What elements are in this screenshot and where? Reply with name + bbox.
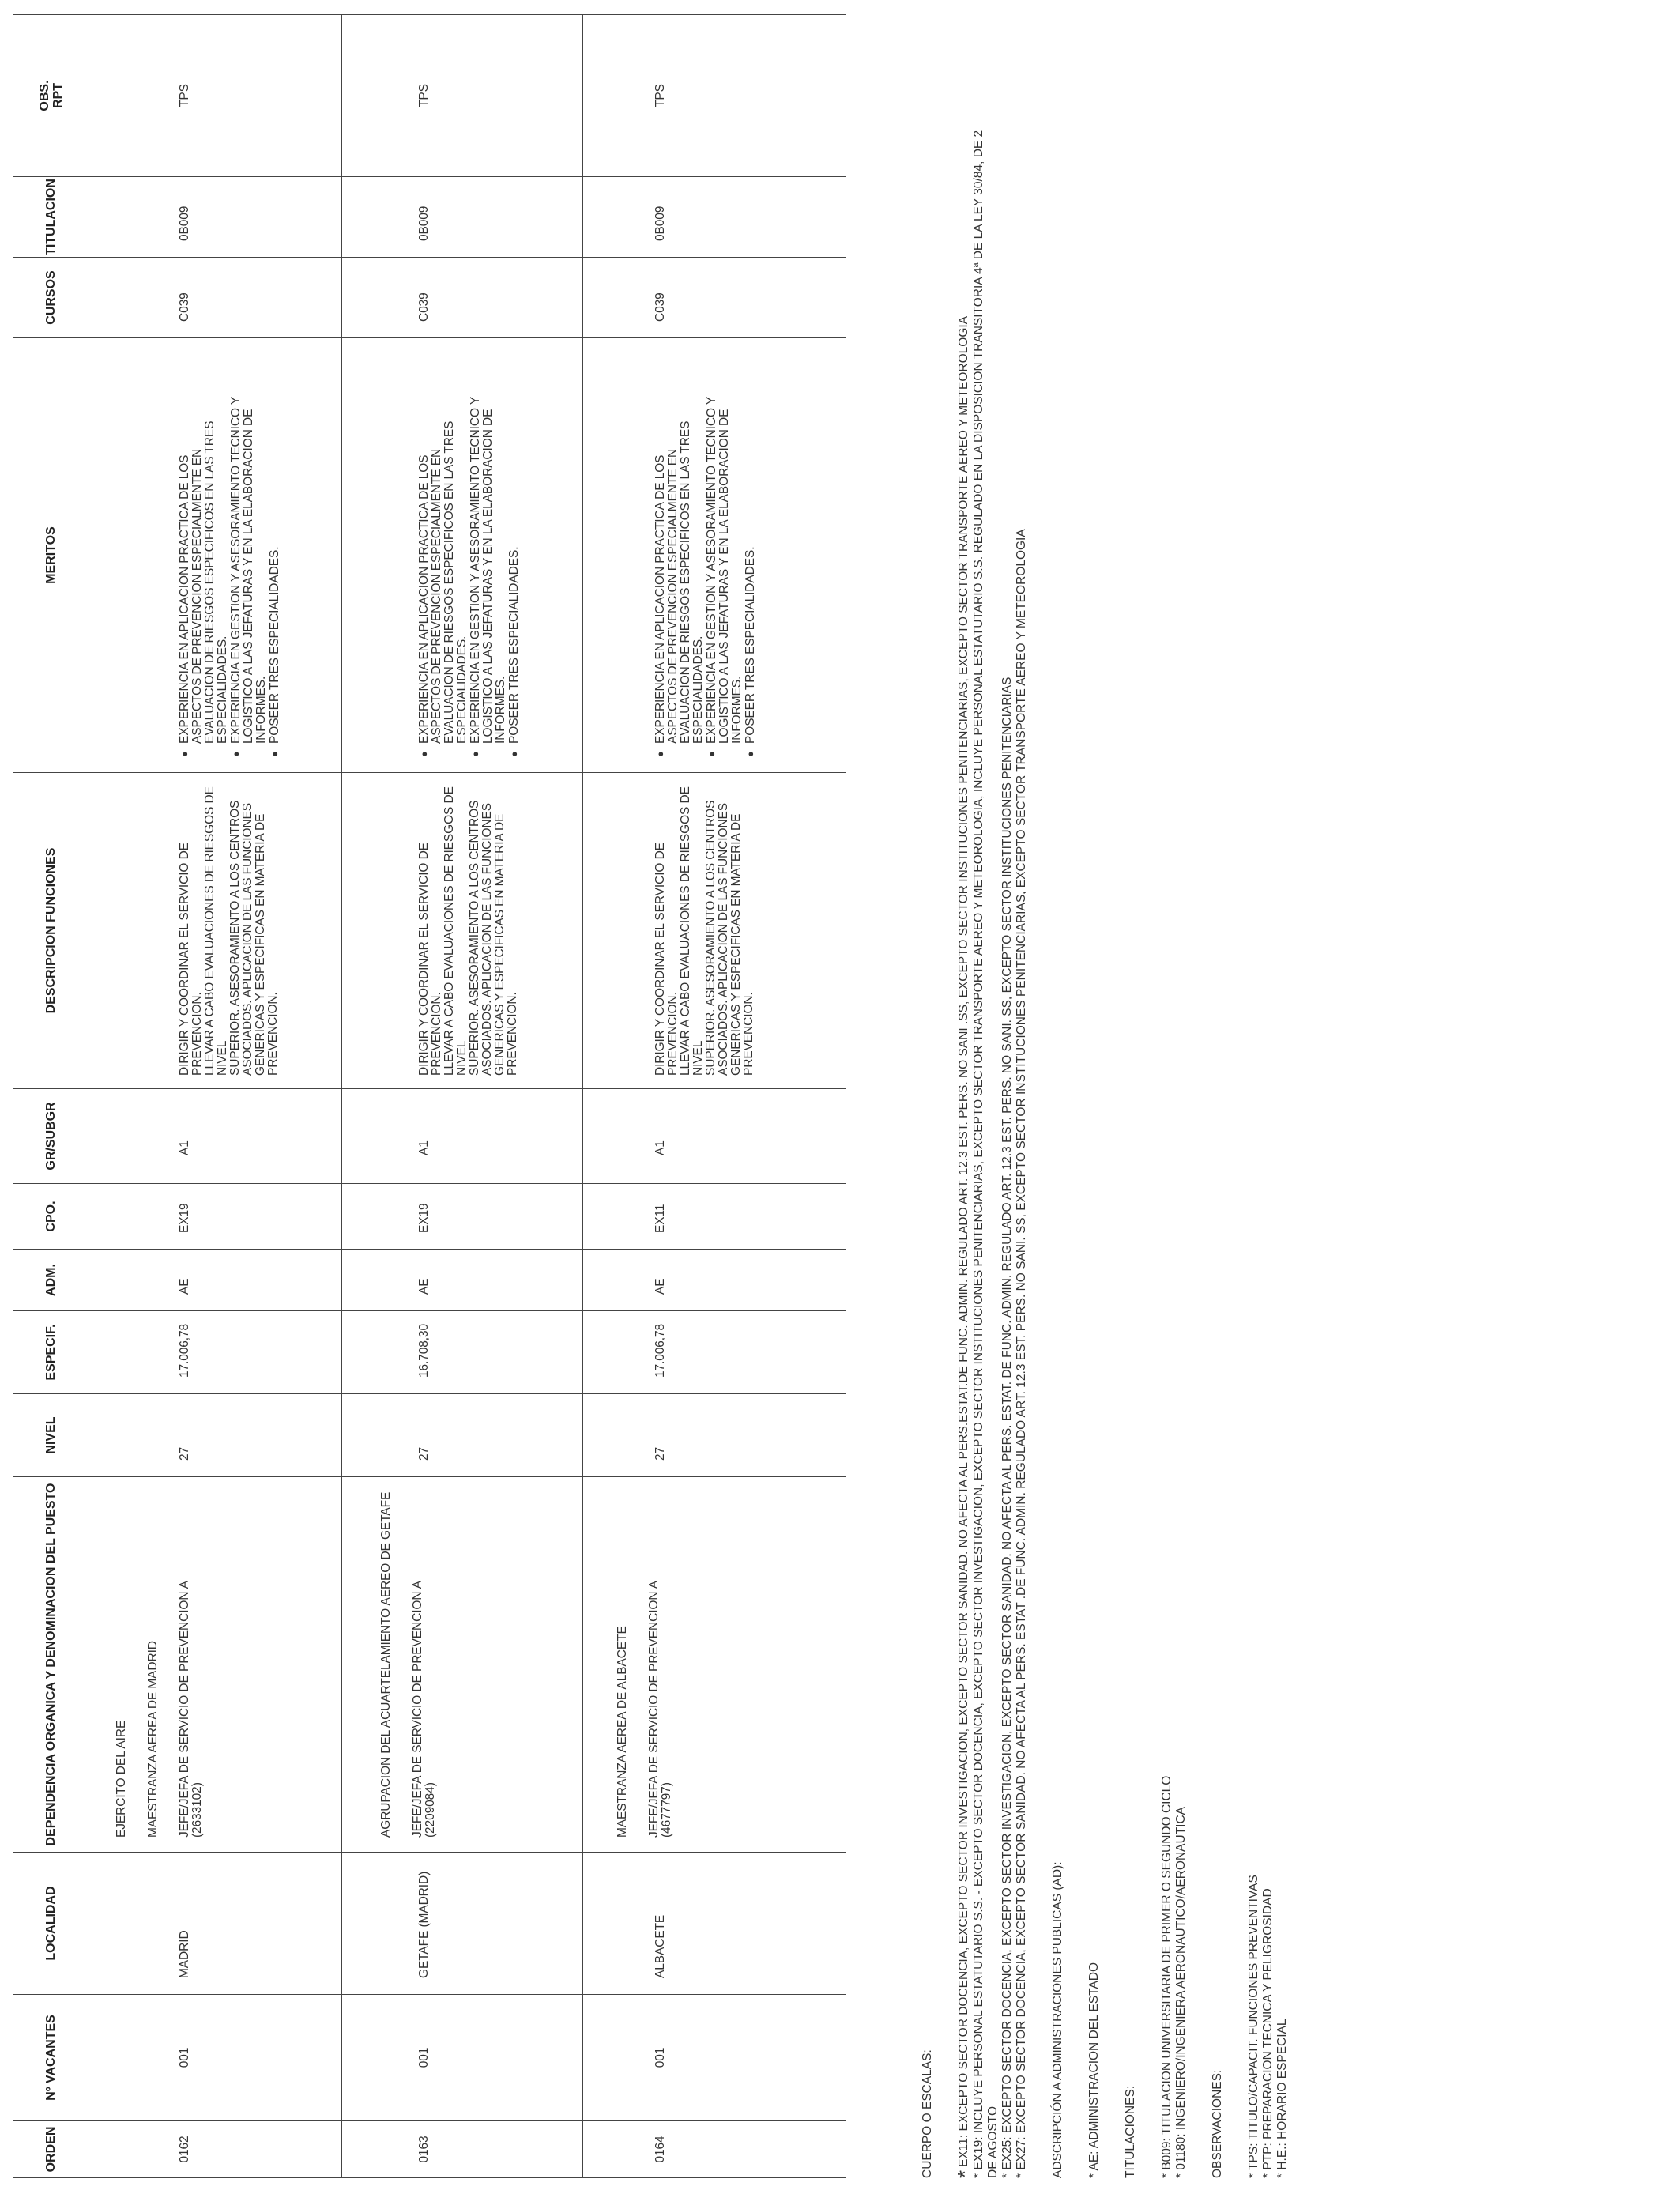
cell-orden: 0164: [654, 2136, 667, 2163]
funciones-line: DIRIGIR Y COORDINAR EL SERVICIO DE PREVENCION.: [654, 843, 680, 1076]
funciones-line: LLEVAR A CABO EVALUACIONES DE RIESGOS DE NIVEL: [443, 786, 469, 1076]
bullet-icon: ●: [179, 751, 190, 757]
header-obs: [13, 15, 89, 177]
funciones-line: PREVENCION.: [506, 992, 519, 1076]
header-meritos: MERITOS: [13, 338, 89, 773]
bullet-icon: ●: [418, 751, 430, 757]
puesto-code: (4677797): [660, 1782, 673, 1838]
cell-titulacion: 0B009: [178, 205, 191, 241]
header-especif: ESPECIF.: [13, 1311, 89, 1394]
note-he: * H.E.: HORARIO ESPECIAL: [1275, 2019, 1289, 2178]
cell-adm: AE: [654, 1278, 667, 1295]
table-row: [342, 15, 583, 2178]
cell-dependencia: [583, 1477, 673, 1852]
cell-funciones: [342, 773, 519, 1088]
table-row: [583, 15, 846, 2178]
funciones-line: GENERICAS Y ESPECIFICAS EN MATERIA DE: [493, 813, 507, 1076]
note-ptp: * PTP: PREPARACION TECNICA Y PELIGROSIDAD: [1261, 1888, 1275, 2178]
cell-localidad: GETAFE (MADRID): [417, 1871, 431, 1978]
merit-item: ● EXPERIENCIA EN GESTION Y ASESORAMIENTO TECNICO Y LOGISTICO A LAS JEFATURAS Y EN LA ELABORACION DE INFORMES.: [469, 396, 507, 757]
merit-item: ● EXPERIENCIA EN APLICACION PRACTICA DE LOS ASPECTOS DE PREVENCION ESPECIALMENTE EN EVALUACION DE RIESGOS ESPECIFICOS EN LAS TRES ESPECIALIDADES.: [654, 420, 705, 757]
puesto-name: JEFE/JEFA DE SERVICIO DE PREVENCION A: [647, 1580, 661, 1838]
header-cpo: CPO.: [13, 1184, 89, 1250]
cell-obs: TPS: [654, 84, 667, 107]
merit-item: ● POSEER TRES ESPECIALIDADES.: [744, 546, 757, 757]
cell-dependencia: [342, 1477, 437, 1852]
cell-meritos: [342, 338, 521, 772]
funciones-line: DIRIGIR Y COORDINAR EL SERVICIO DE PREVENCION.: [178, 843, 204, 1076]
cell-cursos: C039: [178, 292, 191, 322]
cell-funciones: [583, 773, 755, 1088]
notes-titulaciones-title: TITULACIONES:: [1124, 2085, 1137, 2178]
org-line: AGRUPACION DEL ACUARTELAMIENTO AEREO DE GETAFE: [379, 1491, 393, 1838]
note-ex11: *EX11: EXCEPTO SECTOR DOCENCIA, EXCEPTO SECTOR INVESTIGACION, EXCEPTO SECTOR SANIDAD. NO AFECTA AL PERS.ESTAT.DE FUNC. ADMIN. REGULADO ART. 12.3 EST. PERS. NO SANI .SS, EXCEPTO SECTOR INSTITUCIONES PENITENCIARIAS, EXCEPTO SECTOR TRANSPORTE AEREO Y METEOROLOGIA: [953, 315, 977, 2178]
funciones-line: ASOCIADOS. APLICACION DE LAS FUNCIONES: [717, 802, 730, 1076]
puesto-code: (2209084): [424, 1782, 437, 1838]
cell-grupo: A1: [178, 1140, 191, 1155]
funciones-line: PREVENCION.: [742, 992, 755, 1076]
org-line: MAESTRANZA AEREA DE ALBACETE: [616, 1626, 629, 1838]
merit-item: ● POSEER TRES ESPECIALIDADES.: [268, 546, 281, 757]
funciones-line: SUPERIOR. ASESORAMIENTO A LOS CENTROS: [468, 800, 481, 1076]
header-cursos: CURSOS: [13, 258, 89, 338]
header-dependencia: DEPENDENCIA ORGANICA Y DENOMINACION DEL PUESTO: [13, 1477, 89, 1853]
cell-nivel: 27: [178, 1446, 191, 1461]
note-ex19: * EX19: INCLUYE PERSONAL ESTATUTARIO S.S. - EXCEPTO SECTOR DOCENCIA, EXCEPTO SECTOR INVESTIGACION, EXCEPTO SECTOR INSTITUCIONES PENITENCIARIAS, EXCEPTO SECTOR TRANSPORTE AEREO Y METEOROLOGIA, INCLUYE PERSONAL ESTATUTARIO S.S. REGULADO EN LA DISPOSICION TRANSITORIA 4ª DE LA LEY 30/84, DE 2: [972, 130, 985, 2178]
note-b009: * B009: TITULACION UNIVERSITARIA DE PRIMER O SEGUNDO CICLO: [1160, 1775, 1173, 2178]
cell-nivel: 27: [417, 1446, 431, 1461]
cell-orden: 0162: [178, 2136, 191, 2163]
note-ex19-cont: DE AGOSTO: [986, 2105, 1000, 2178]
bullet-icon: ●: [269, 751, 281, 757]
header-funciones: DESCRIPCION FUNCIONES: [13, 773, 89, 1089]
cell-grupo: A1: [654, 1140, 667, 1155]
cell-grupo: A1: [417, 1140, 431, 1155]
cell-titulacion: 0B009: [654, 205, 667, 241]
cell-cursos: C039: [654, 292, 667, 322]
cell-especif: 17.006,78: [178, 1323, 191, 1378]
note-ae: * AE: ADMINISTRACION DEL ESTADO: [1087, 1962, 1101, 2178]
funciones-line: LLEVAR A CABO EVALUACIONES DE RIESGOS DE NIVEL: [203, 786, 229, 1076]
cell-adm: AE: [178, 1278, 191, 1295]
merit-item: ● EXPERIENCIA EN GESTION Y ASESORAMIENTO TECNICO Y LOGISTICO A LAS JEFATURAS Y EN LA ELABORACION DE INFORMES.: [229, 396, 268, 757]
cell-obs: TPS: [417, 84, 431, 107]
org-line: MAESTRANZA AEREA DE MADRID: [146, 1641, 160, 1838]
funciones-line: LLEVAR A CABO EVALUACIONES DE RIESGOS DE NIVEL: [679, 786, 705, 1076]
puesto-code: (2633102): [190, 1782, 204, 1838]
header-nivel: NIVEL: [13, 1394, 89, 1477]
header-adm: ADM.: [13, 1250, 89, 1311]
cell-localidad: MADRID: [178, 1930, 191, 1978]
bullet-icon: ●: [469, 751, 481, 757]
cell-vacantes: 001: [417, 2047, 431, 2068]
bullet-icon: ●: [508, 751, 520, 757]
bullet-icon: ●: [654, 751, 666, 757]
legend-notes: [921, 44, 1290, 2178]
funciones-line: ASOCIADOS. APLICACION DE LAS FUNCIONES: [480, 802, 494, 1076]
cell-especif: 16.708,30: [417, 1323, 431, 1378]
funciones-line: SUPERIOR. ASESORAMIENTO A LOS CENTROS: [228, 800, 242, 1076]
bullet-icon: ●: [706, 751, 718, 757]
note-01180: * 01180: INGENIERO/INGENIERA AERONAUTICO/AERONAUTICA: [1174, 1807, 1188, 2178]
funciones-line: DIRIGIR Y COORDINAR EL SERVICIO DE PREVENCION.: [417, 843, 443, 1076]
cell-obs: TPS: [178, 84, 191, 107]
note-ex25: * EX25: EXCEPTO SECTOR DOCENCIA, EXCEPTO SECTOR INVESTIGACION, EXCEPTO SECTOR SANIDAD. NO AFECTA AL PERS. ESTAT. DE FUNC. ADMIN. REGULADO ART. 12.3 EST. PERS. NO SANI. SS, EXCEPTO SECTOR INSTITUCIONES PENITENCIARIAS: [1000, 677, 1014, 2178]
org-line: EJERCITO DEL AIRE: [115, 1720, 128, 1838]
header-orden: ORDEN: [13, 2121, 89, 2178]
cell-titulacion: 0B009: [417, 205, 431, 241]
asterisk-icon: *: [953, 2169, 977, 2178]
header-titulacion: TITULACION: [13, 177, 89, 258]
cell-dependencia: [89, 1477, 204, 1852]
cell-nivel: 27: [654, 1446, 667, 1461]
rpt-table: [13, 14, 846, 2178]
puesto-name: JEFE/JEFA DE SERVICIO DE PREVENCION A: [411, 1580, 424, 1838]
cell-meritos: [89, 338, 281, 772]
notes-adscripcion-title: ADSCRIPCIÓN A ADMINISTRACIONES PUBLICAS (AD):: [1051, 1861, 1064, 2178]
note-ex27: * EX27: EXCEPTO SECTOR DOCENCIA, EXCEPTO SECTOR SANIDAD. NO AFECTA AL PERS. ESTAT .DE FUNC. ADMIN. REGULADO ART. 12.3 EST. PERS. NO SANI. SS, EXCEPTO SECTOR INSTITUCIONES PENITENCIARIAS, EXCEPTO SECTOR TRANSPORTE AEREO Y METEOROLOGIA: [1015, 529, 1028, 2178]
cell-cursos: C039: [417, 292, 431, 322]
notes-observaciones-title: OBSERVACIONES:: [1211, 2069, 1224, 2178]
cell-meritos: [583, 338, 757, 772]
notes-cuerpo-title: CUERPO O ESCALAS:: [921, 2049, 934, 2178]
header-obs-line1: OBS.: [37, 80, 51, 111]
note-tps: * TPS: TITULO/CAPACIT. FUNCIONES PREVENTIVAS: [1247, 1875, 1260, 2178]
funciones-line: GENERICAS Y ESPECIFICAS EN MATERIA DE: [729, 813, 743, 1076]
header-obs-line2: RPT: [51, 83, 65, 108]
funciones-line: PREVENCION.: [266, 992, 280, 1076]
cell-cpo: EX11: [654, 1204, 667, 1233]
header-row: [13, 15, 89, 2178]
merit-item: ● EXPERIENCIA EN APLICACION PRACTICA DE LOS ASPECTOS DE PREVENCION ESPECIALMENTE EN EVALUACION DE RIESGOS ESPECIFICOS EN LAS TRES ESPECIALIDADES.: [417, 420, 469, 757]
header-localidad: LOCALIDAD: [13, 1853, 89, 1995]
header-grupo: GR/SUBGR: [13, 1089, 89, 1184]
cell-vacantes: 001: [654, 2047, 667, 2068]
cell-especif: 17.006,78: [654, 1323, 667, 1378]
puesto-name: JEFE/JEFA DE SERVICIO DE PREVENCION A: [178, 1580, 191, 1838]
merit-item: ● EXPERIENCIA EN APLICACION PRACTICA DE LOS ASPECTOS DE PREVENCION ESPECIALMENTE EN EVALUACION DE RIESGOS ESPECIFICOS EN LAS TRES ESPECIALIDADES.: [178, 420, 229, 757]
header-vacantes: Nº VACANTES: [13, 1995, 89, 2121]
cell-vacantes: 001: [178, 2047, 191, 2068]
cell-orden: 0163: [417, 2136, 431, 2163]
cell-funciones: [89, 773, 280, 1088]
bullet-icon: ●: [744, 751, 756, 757]
funciones-line: ASOCIADOS. APLICACION DE LAS FUNCIONES: [241, 802, 254, 1076]
cell-adm: AE: [417, 1278, 431, 1295]
cell-localidad: ALBACETE: [654, 1914, 667, 1978]
merit-item: ● EXPERIENCIA EN GESTION Y ASESORAMIENTO TECNICO Y LOGISTICO A LAS JEFATURAS Y EN LA ELABORACION DE INFORMES.: [705, 396, 744, 757]
funciones-line: GENERICAS Y ESPECIFICAS EN MATERIA DE: [254, 813, 267, 1076]
cell-cpo: EX19: [417, 1203, 431, 1233]
cell-cpo: EX19: [178, 1203, 191, 1233]
table-row: [89, 15, 342, 2178]
bullet-icon: ●: [230, 751, 242, 757]
funciones-line: SUPERIOR. ASESORAMIENTO A LOS CENTROS: [704, 800, 718, 1076]
merit-item: ● POSEER TRES ESPECIALIDADES.: [507, 546, 521, 757]
